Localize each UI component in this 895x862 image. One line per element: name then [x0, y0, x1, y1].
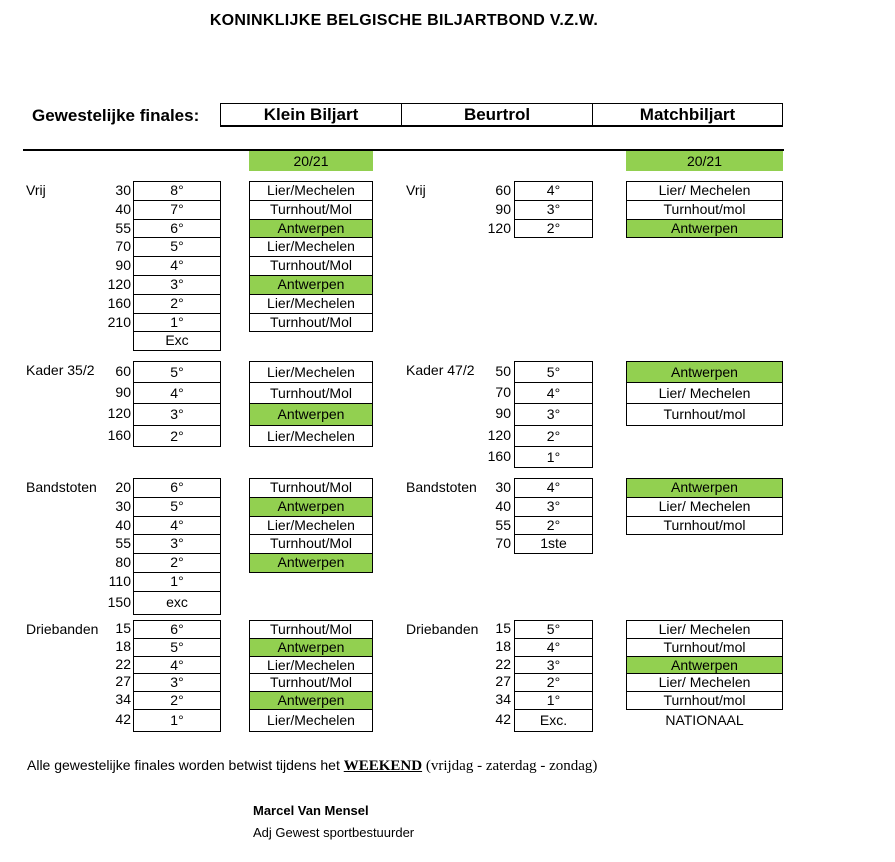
left-target-number: 70 [115, 238, 131, 255]
left-discipline-label: Driebanden [26, 621, 99, 637]
left-venue-cell: Lier/Mechelen [249, 361, 373, 383]
left-target-number: 55 [115, 219, 131, 236]
left-rank-cell: 4° [133, 656, 221, 675]
right-target-number: 120 [487, 426, 511, 443]
column-header-matchbiljart: Matchbiljart [593, 103, 783, 127]
left-target-number: 15 [115, 620, 131, 636]
right-venue-cell: Lier/ Mechelen [626, 620, 783, 639]
right-venue-cell: Turnhout/mol [626, 691, 783, 710]
right-rank-cell: 2° [514, 673, 593, 692]
right-rank-cell: 4° [514, 181, 593, 201]
right-rank-cell: 3° [514, 497, 593, 517]
left-rank-cell: 2° [133, 691, 221, 710]
left-venue-cell: Lier/Mechelen [249, 656, 373, 675]
left-target-number: 22 [115, 655, 131, 672]
right-discipline-label: Bandstoten [406, 479, 477, 495]
signature-name: Marcel Van Mensel [253, 803, 369, 818]
left-rank-cell: 2° [133, 425, 221, 447]
left-venue-cell: Antwerpen [249, 403, 373, 425]
right-target-number: 15 [495, 620, 511, 636]
left-venue-cell: Antwerpen [249, 275, 373, 295]
right-rank-cell: 4° [514, 478, 593, 498]
right-target-number: 50 [495, 363, 511, 379]
right-venue-cell: Antwerpen [626, 361, 783, 383]
right-discipline-label: Driebanden [406, 621, 479, 637]
left-venue-cell: Antwerpen [249, 219, 373, 239]
right-target-number: 160 [487, 447, 511, 464]
right-rank-cell: 3° [514, 200, 593, 220]
right-rank-cell: 5° [514, 361, 593, 383]
left-target-number: 90 [115, 384, 131, 401]
left-rank-cell: 1° [133, 572, 221, 592]
left-venue-cell: Lier/Mechelen [249, 425, 373, 447]
left-rank-cell: 6° [133, 219, 221, 239]
left-venue-cell: Turnhout/Mol [249, 313, 373, 333]
right-venue-cell: Turnhout/mol [626, 516, 783, 536]
left-venue-cell: Turnhout/Mol [249, 478, 373, 498]
left-venue-cell: Lier/Mechelen [249, 709, 373, 732]
left-target-number: 160 [107, 294, 131, 311]
right-target-number: 30 [495, 479, 511, 495]
right-venue-cell: Lier/ Mechelen [626, 673, 783, 692]
left-target-number: 30 [115, 497, 131, 514]
right-rank-cell: 1ste [514, 534, 593, 554]
left-target-number: 150 [107, 593, 131, 610]
season-label-klein: 20/21 [249, 151, 373, 171]
column-header-klein-biljart: Klein Biljart [220, 103, 402, 127]
right-venue-cell: Antwerpen [626, 478, 783, 498]
left-venue-cell: Turnhout/Mol [249, 382, 373, 404]
left-rank-cell: 2° [133, 553, 221, 573]
left-venue-cell: Turnhout/Mol [249, 620, 373, 639]
left-rank-cell: Exc [133, 331, 221, 351]
finals-header-label: Gewestelijke finales: [32, 106, 200, 125]
left-rank-cell: 4° [133, 382, 221, 404]
left-venue-cell: Turnhout/Mol [249, 673, 373, 692]
right-target-number: 55 [495, 516, 511, 533]
left-rank-cell: 6° [133, 620, 221, 639]
left-target-number: 120 [107, 405, 131, 422]
right-rank-cell: 2° [514, 219, 593, 239]
right-venue-cell: Antwerpen [626, 219, 783, 239]
left-venue-cell: Antwerpen [249, 691, 373, 710]
right-rank-cell: 3° [514, 403, 593, 425]
footer-text-before: Alle gewestelijke finales worden betwist tijdens het [27, 757, 344, 773]
right-rank-cell: Exc. [514, 709, 593, 732]
right-target-number: 70 [495, 535, 511, 552]
left-rank-cell: 6° [133, 478, 221, 498]
right-venue-cell: NATIONAAL [665, 712, 744, 728]
right-rank-cell: 2° [514, 425, 593, 447]
left-rank-cell: 4° [133, 516, 221, 536]
right-venue-cell: Lier/ Mechelen [626, 497, 783, 517]
left-venue-cell: Antwerpen [249, 638, 373, 657]
right-rank-cell: 5° [514, 620, 593, 639]
right-target-number: 22 [495, 655, 511, 672]
left-target-number: 210 [107, 313, 131, 330]
right-venue-cell: Turnhout/mol [626, 403, 783, 425]
left-rank-cell: 5° [133, 638, 221, 657]
right-venue-cell: Antwerpen [626, 656, 783, 675]
left-target-number: 34 [115, 691, 131, 708]
left-target-number: 110 [108, 573, 131, 589]
right-target-number: 34 [495, 691, 511, 708]
document-title: KONINKLIJKE BELGISCHE BILJARTBOND V.Z.W. [209, 12, 599, 29]
left-discipline-label: Vrij [26, 182, 46, 198]
right-target-number: 40 [495, 497, 511, 514]
right-target-number: 70 [495, 384, 511, 401]
right-target-number: 60 [495, 182, 511, 198]
signature-role: Adj Gewest sportbestuurder [253, 825, 415, 840]
left-rank-cell: 5° [133, 361, 221, 383]
left-venue-cell: Lier/Mechelen [249, 181, 373, 201]
left-target-number: 55 [115, 535, 131, 552]
footer-text-after: (vrijdag - zaterdag - zondag) [422, 758, 598, 774]
right-target-number: 90 [495, 200, 511, 217]
left-target-number: 60 [115, 363, 131, 379]
left-venue-cell: Turnhout/Mol [249, 256, 373, 276]
left-target-number: 40 [115, 516, 131, 533]
left-target-number: 90 [115, 257, 131, 274]
left-venue-cell: Lier/Mechelen [249, 237, 373, 257]
left-rank-cell: 3° [133, 275, 221, 295]
left-rank-cell: 5° [133, 497, 221, 517]
right-target-number: 90 [495, 405, 511, 422]
left-discipline-label: Kader 35/2 [26, 362, 95, 378]
right-venue-cell: Lier/ Mechelen [626, 382, 783, 404]
left-target-number: 160 [107, 426, 131, 443]
left-rank-cell: 8° [133, 181, 221, 201]
season-label-match: 20/21 [626, 151, 783, 171]
right-venue-cell: Turnhout/mol [626, 200, 783, 220]
left-rank-cell: 3° [133, 403, 221, 425]
left-target-number: 27 [115, 673, 131, 690]
left-venue-cell: Lier/Mechelen [249, 516, 373, 536]
column-header-beurtrol: Beurtrol [402, 103, 593, 127]
left-venue-cell: Antwerpen [249, 553, 373, 573]
left-target-number: 80 [115, 554, 131, 571]
left-rank-cell: 5° [133, 237, 221, 257]
left-target-number: 18 [115, 637, 131, 654]
right-discipline-label: Kader 47/2 [406, 362, 475, 378]
left-rank-cell: 1° [133, 709, 221, 732]
right-rank-cell: 1° [514, 691, 593, 710]
right-discipline-label: Vrij [406, 182, 426, 198]
left-target-number: 20 [115, 479, 131, 495]
right-rank-cell: 2° [514, 516, 593, 536]
right-venue-cell: Lier/ Mechelen [626, 181, 783, 201]
left-venue-cell: Antwerpen [249, 497, 373, 517]
right-target-number: 27 [495, 673, 511, 690]
left-venue-cell: Turnhout/Mol [249, 534, 373, 554]
right-target-number: 42 [495, 711, 511, 727]
left-rank-cell: 1° [133, 313, 221, 333]
left-rank-cell: 3° [133, 673, 221, 692]
left-rank-cell: 7° [133, 200, 221, 220]
left-rank-cell: exc [133, 591, 221, 615]
right-target-number: 120 [487, 219, 511, 236]
left-target-number: 120 [107, 276, 131, 292]
footer-note [27, 757, 597, 775]
left-rank-cell: 3° [133, 534, 221, 554]
left-venue-cell: Lier/Mechelen [249, 294, 373, 314]
left-venue-cell: Turnhout/Mol [249, 200, 373, 220]
left-rank-cell: 2° [133, 294, 221, 314]
left-target-number: 40 [115, 200, 131, 217]
left-target-number: 42 [115, 711, 131, 727]
right-rank-cell: 1° [514, 446, 593, 468]
right-rank-cell: 3° [514, 656, 593, 675]
footer-emphasis: WEEKEND [343, 758, 423, 774]
left-target-number: 30 [115, 182, 131, 198]
right-target-number: 18 [495, 637, 511, 654]
right-rank-cell: 4° [514, 638, 593, 657]
right-venue-cell: Turnhout/mol [626, 638, 783, 657]
right-rank-cell: 4° [514, 382, 593, 404]
left-discipline-label: Bandstoten [26, 479, 97, 495]
left-rank-cell: 4° [133, 256, 221, 276]
